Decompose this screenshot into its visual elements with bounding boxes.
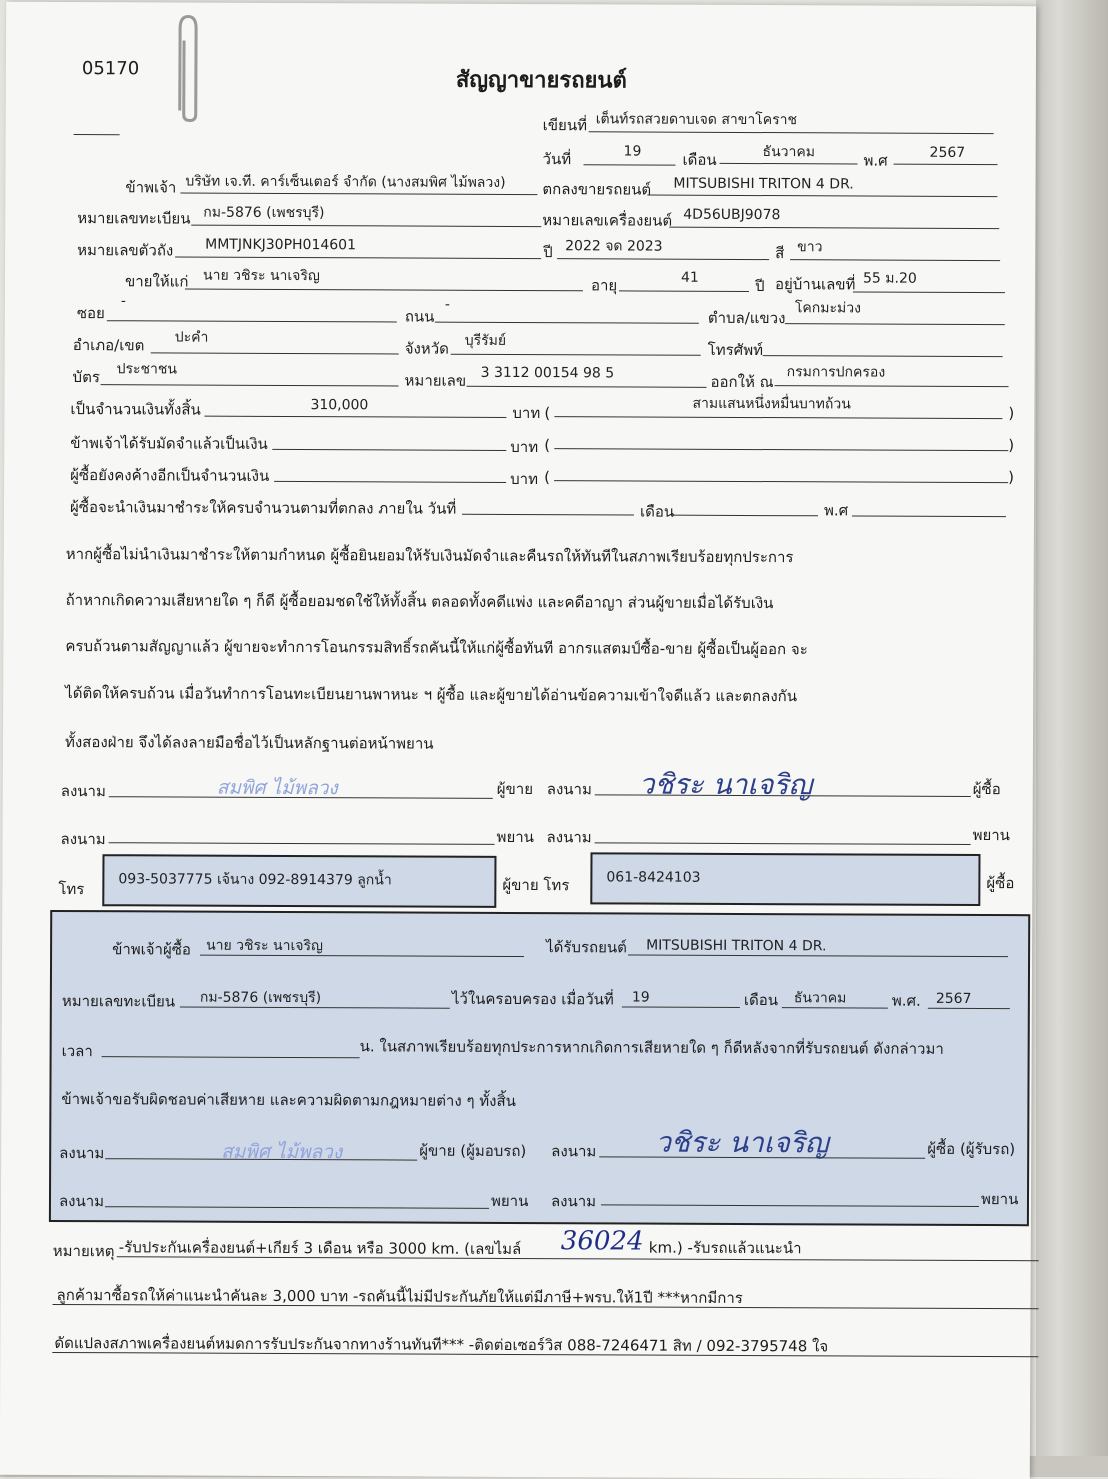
- buyer-phone: 061-8424103: [606, 869, 701, 886]
- terms-line-3: ครบถ้วนตามสัญญาแล้ว ผู้ขายจะทำการโอนกรรมสิทธิ์รถคันนี้ให้แก่ผู้ซื้อทันที อากรแสตมป์ซื้อ-ขาย ผู้ซื้อเป็นผู้ออก จะ: [65, 637, 808, 659]
- model-year-label: ปี: [543, 243, 553, 262]
- road-label: ถนน: [404, 307, 435, 326]
- due-year-label: พ.ศ: [823, 501, 849, 520]
- possession-label: ไว้ในครอบครอง เมื่อวันที่: [451, 989, 614, 1009]
- subdistrict-line: [785, 323, 1005, 325]
- written-at-line: [589, 131, 994, 134]
- receipt-buyer-line: [200, 955, 524, 957]
- province-label: จังหวัด: [404, 339, 449, 358]
- card-no-line: [467, 386, 707, 388]
- paperclip-icon: [172, 10, 202, 122]
- receipt-sign-label-buyer: ลงนาม: [551, 1142, 597, 1161]
- road-value: -: [444, 296, 450, 313]
- terms-line-4: ได้ติดให้ครบถ้วน เมื่อวันทำการโอนทะเบียนยานพาหนะ ฯ ผู้ซื้อ และผู้ขายได้อ่านข้อความเข้าใจดีแล้ว และตกลงกัน: [65, 684, 798, 706]
- notes-line-1b: km.) -รับรถแล้วแนะนำ: [648, 1238, 802, 1258]
- seller-phone-tag: ผู้ขาย โทร: [502, 875, 570, 895]
- receipt-witness-role-1: พยาน: [490, 1191, 529, 1211]
- receipt-month-line: [782, 1007, 888, 1008]
- remaining-label: ผู้ซื้อยังคงค้างอีกเป็นจำนวนเงิน: [70, 466, 270, 485]
- total-baht: บาท: [512, 403, 541, 423]
- notes-line-3: ดัดแปลงสภาพเครื่องยนต์หมดการรับประกันจากทางร้านทันที*** -ติดต่อเซอร์วิส 088-7246471 สิท / 092-3795748 ใจ: [54, 1333, 829, 1356]
- total-label: เป็นจำนวนเงินทั้งสิ้น: [70, 400, 201, 419]
- receipt-section: [49, 910, 1030, 1226]
- receipt-car-line: [628, 954, 1008, 957]
- total-close-paren: ): [1008, 404, 1015, 423]
- color-line: [790, 259, 1000, 261]
- witness-role-2: พยาน: [972, 825, 1010, 845]
- written-at-value: เต็นท์รถสวยดาบเจด สาขาโคราช: [595, 111, 798, 129]
- seller-label: ข้าพเจ้า: [125, 178, 177, 197]
- phone-row-label: โทร: [58, 879, 85, 899]
- buyer-phone-tag: ผู้ซื้อ: [986, 874, 1015, 893]
- soi-line: [107, 320, 397, 322]
- soi-label: ซอย: [76, 304, 105, 323]
- buyer-role: ผู้ซื้อ: [972, 779, 1001, 799]
- remaining-baht: บาท: [510, 469, 539, 489]
- condition-text: น. ในสภาพเรียบร้อยทุกประการหากเกิดการเสียหายใด ๆ ก็ดีหลังจากที่รับรถยนต์ ดังกล่าวมา: [359, 1037, 944, 1058]
- total-value: 310,000: [310, 397, 369, 414]
- car-model-line: [647, 195, 997, 198]
- date-day-line: [584, 164, 676, 165]
- receipt-buyer-signature: วชิระ นาเจริญ: [655, 1125, 829, 1160]
- chassis-line: [175, 256, 541, 259]
- seller-role: ผู้ขาย: [496, 779, 534, 799]
- car-model: MITSUBISHI TRITON 4 DR.: [673, 175, 854, 193]
- notes-line-2: ลูกค้ามาซื้อรถให้ค่าแนะนำคันละ 3,000 บาท -รถคันนี้ไม่มีประกันภัยให้แต่มีภาษี+พรบ.ให้1ปี ***หากมีการ: [56, 1285, 743, 1307]
- deposit-baht: บาท: [510, 437, 539, 457]
- age-line: [619, 290, 749, 292]
- subdistrict-label: ตำบล/แขวง: [707, 308, 786, 328]
- total-words-line: [554, 416, 1002, 419]
- date-month-line: [720, 163, 858, 165]
- card-no-value: 3 3112 00154 98 5: [480, 364, 615, 382]
- plate-value: กม-5876 (เพชรบุรี): [203, 204, 325, 222]
- card-type-line: [101, 384, 399, 386]
- district-label: อำเภอ/เขต: [72, 336, 145, 355]
- issued-line: [775, 385, 1009, 387]
- receipt-sign-label-witness-1: ลงนาม: [58, 1192, 105, 1211]
- sign-label-seller: ลงนาม: [60, 782, 106, 801]
- terms-line-1: หากผู้ซื้อไม่นำเงินมาชำระให้ตามกำหนด ผู้ซื้อยินยอมให้รับเงินมัดจำและคืนรถให้ทันทีในสภาพเรียบร้อยทุกประการ: [65, 545, 794, 567]
- date-year: 2567: [929, 144, 966, 161]
- district-value: ปะคำ: [174, 329, 209, 346]
- deposit-words-line: [554, 448, 1008, 451]
- notes-label: หมายเหตุ: [52, 1241, 115, 1261]
- year-label: พ.ศ: [863, 151, 888, 170]
- agree-label: ตกลงขายรถยนต์: [542, 180, 652, 199]
- province-value: บุรีรัมย์: [464, 332, 507, 349]
- witness-1-line: [109, 842, 495, 845]
- issued-label: ออกให้ ณ: [710, 372, 774, 392]
- month-label: เดือน: [682, 150, 717, 169]
- date-month: ธันวาคม: [762, 144, 816, 161]
- receipt-buyer-name: นาย วชิระ นาเจริญ: [206, 937, 323, 955]
- remaining-open-paren: (: [544, 468, 551, 487]
- seller-line: [180, 193, 537, 196]
- subdistrict-value: โคกมะม่วง: [794, 300, 861, 317]
- written-at-label: เขียนที่: [542, 116, 588, 135]
- age-label: อายุ: [590, 276, 618, 295]
- deposit-open-paren: (: [544, 436, 551, 455]
- color-value: ขาว: [797, 239, 823, 256]
- receipt-year-label: พ.ศ.: [891, 991, 921, 1010]
- soi-value: -: [120, 293, 127, 310]
- model-year-line: [557, 258, 769, 260]
- issued-value: กรมการปกครอง: [786, 364, 886, 381]
- phone-label: โทรศัพท์: [707, 340, 764, 360]
- buyer-signature: วชิระ นาเจริญ: [638, 767, 813, 802]
- date-year-line: [894, 164, 998, 165]
- due-month-line: [672, 515, 818, 517]
- due-month-label: เดือน: [639, 502, 675, 521]
- deposit-label: ข้าพเจ้าได้รับมัดจำแล้วเป็นเงิน: [70, 434, 268, 453]
- receipt-buyer-label: ข้าพเจ้าผู้ซื้อ: [112, 940, 192, 959]
- buyer-phone-box: [590, 852, 980, 906]
- remaining-words-line: [554, 480, 1008, 483]
- notes-line-1-rule: [117, 1256, 1039, 1261]
- receipt-witness-1-line: [105, 1206, 489, 1209]
- time-label: เวลา: [61, 1042, 93, 1061]
- age-unit: ปี: [754, 277, 765, 296]
- liability-text: ข้าพเจ้าขอรับผิดชอบค่าเสียหาย และความผิดตามกฎหมายต่าง ๆ ทั้งสิ้น: [61, 1090, 516, 1110]
- time-line: [102, 1056, 360, 1058]
- receipt-plate: กม-5876 (เพชรบุรี): [199, 989, 322, 1007]
- address-line: [853, 291, 1005, 293]
- receipt-plate-label: หมายเลขทะเบียน: [61, 992, 176, 1011]
- received-label: ได้รับรถยนต์: [546, 938, 627, 957]
- sign-label-buyer: ลงนาม: [546, 780, 592, 799]
- age-value: 41: [680, 269, 699, 286]
- receipt-seller-role: ผู้ขาย (ผู้มอบรถ): [419, 1141, 527, 1161]
- buyer-label: ขายให้แก่: [124, 272, 189, 291]
- deposit-close-paren: ): [1008, 436, 1015, 455]
- engine-label: หมายเลขเครื่องยนต์: [542, 211, 673, 230]
- buyer-name: นาย วชิระ นาเจริญ: [202, 267, 320, 285]
- receipt-year: 2567: [935, 990, 972, 1007]
- due-year-line: [852, 515, 1006, 517]
- address-label: อยู่บ้านเลขที่: [774, 275, 856, 294]
- receipt-seller-signature: สมพิศ ไม้พลวง: [221, 1140, 343, 1164]
- model-year-value: 2022 จด 2023: [565, 238, 663, 255]
- total-open-paren: (: [544, 404, 551, 423]
- card-no-label: หมายเลข: [404, 371, 467, 390]
- due-label: ผู้ซื้อจะนำเงินมาชำระให้ครบจำนวนตามที่ตกลง ภายใน วันที่: [69, 498, 457, 518]
- dash-mark: [74, 134, 120, 135]
- buyer-line: [185, 289, 583, 292]
- mileage-value: 36024: [560, 1226, 644, 1257]
- receipt-sign-label-witness-2: ลงนาม: [550, 1192, 597, 1211]
- seller-phone-box: [102, 854, 496, 908]
- sign-label-witness-1: ลงนาม: [60, 830, 106, 849]
- witness-2-line: [595, 842, 971, 845]
- phone-line: [763, 355, 1003, 357]
- receipt-month: ธันวาคม: [793, 990, 847, 1007]
- date-day: 19: [623, 143, 642, 160]
- due-day-line: [462, 514, 634, 516]
- receipt-plate-line: [180, 1007, 450, 1009]
- plate-line: [191, 225, 541, 228]
- deposit-line: [272, 449, 506, 451]
- notes-line-1a: -รับประกันเครื่องยนต์+เกียร์ 3 เดือน หรือ 3000 km. (เลขไมล์: [118, 1238, 522, 1259]
- receipt-car-model: MITSUBISHI TRITON 4 DR.: [646, 937, 827, 955]
- plate-label: หมายเลขทะเบียน: [77, 209, 191, 228]
- receipt-witness-role-2: พยาน: [980, 1190, 1019, 1209]
- contract-paper: [0, 2, 1036, 1479]
- witness-role-1: พยาน: [496, 827, 534, 847]
- document-number: 05170: [81, 58, 140, 80]
- remaining-line: [274, 481, 506, 483]
- engine-line: [669, 227, 999, 229]
- terms-line-5: ทั้งสองฝ่าย จึงได้ลงลายมือชื่อไว้เป็นหลักฐานต่อหน้าพยาน: [64, 733, 434, 753]
- address-value: 55 ม.20: [862, 270, 917, 287]
- card-type: ประชาชน: [116, 361, 178, 378]
- district-line: [151, 352, 399, 354]
- total-line: [204, 416, 506, 418]
- terms-line-2: ถ้าหากเกิดความเสียหายใด ๆ ก็ดี ผู้ซื้อยอมชดใช้ให้ทั้งสิ้น ตลอดทั้งคดีแพ่ง และคดีอาญา ส่วนผู้ขายเมื่อได้รับเงิน: [65, 591, 774, 613]
- province-line: [451, 354, 701, 356]
- total-words: สามแสนหนึ่งหมื่นบาทถ้วน: [692, 395, 851, 413]
- engine-value: 4D56UBJ9078: [683, 206, 781, 224]
- color-label: สี: [775, 244, 785, 263]
- receipt-month-label: เดือน: [743, 990, 779, 1010]
- receipt-day: 19: [631, 989, 650, 1006]
- background-edge: [1036, 0, 1108, 1477]
- chassis-value: MMTJNKJ30PH014601: [205, 236, 357, 254]
- sign-label-witness-2: ลงนาม: [546, 828, 592, 847]
- remaining-close-paren: ): [1008, 468, 1015, 487]
- receipt-year-line: [928, 1008, 1010, 1009]
- seller-phones: 093-5037775 เจ้นาง 092-8914379 ลูกน้ำ: [118, 871, 392, 889]
- date-label: วันที่: [542, 150, 572, 169]
- page-title: สัญญาขายรถยนต์: [455, 67, 627, 94]
- receipt-witness-2-line: [601, 1204, 979, 1207]
- road-line: [435, 322, 699, 324]
- receipt-sign-label-seller: ลงนาม: [59, 1144, 105, 1163]
- receipt-day-line: [622, 1006, 740, 1008]
- chassis-label: หมายเลขตัวถัง: [77, 241, 174, 260]
- receipt-buyer-role: ผู้ซื้อ (ผู้รับรถ): [927, 1139, 1016, 1159]
- card-label: บัตร: [72, 368, 100, 387]
- seller-signature: สมพิศ ไม้พลวง: [216, 776, 338, 800]
- seller-value: บริษัท เจ.ที. คาร์เซ็นเตอร์ จำกัด (นางสมพิศ ไม้พลวง): [185, 173, 506, 191]
